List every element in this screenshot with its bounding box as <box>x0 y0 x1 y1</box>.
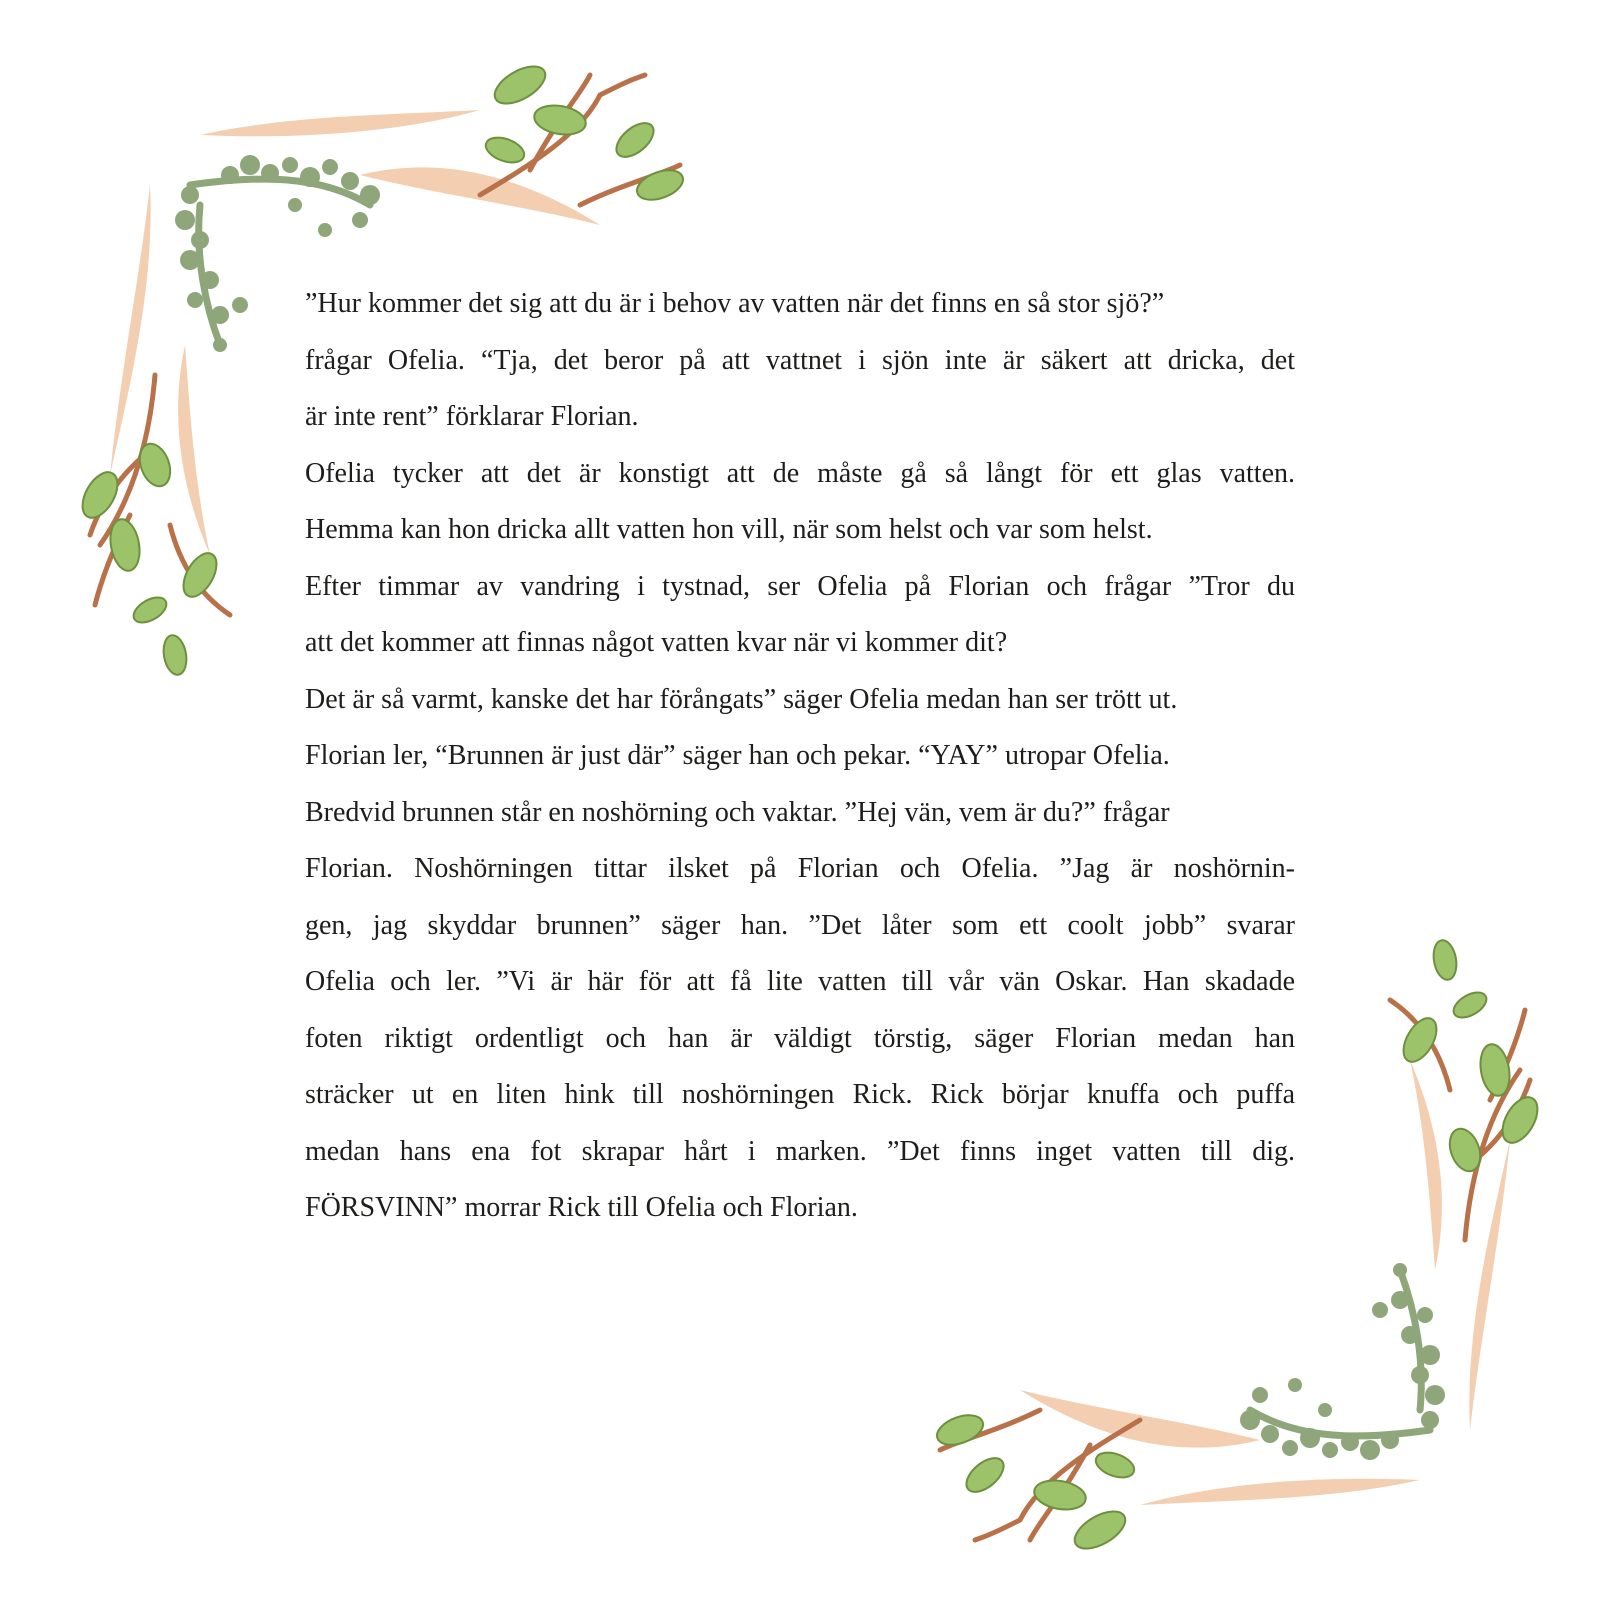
story-line: Hemma kan hon dricka allt vatten hon vill, när som helst och var som helst. <box>305 514 1153 545</box>
story-line: Bredvid brunnen står en noshörning och vaktar. ”Hej vän, vem är du?” frågar <box>305 796 1170 828</box>
story-line: Ofelia tycker att det är konstigt att de måste gå så långt för ett glas vatten. <box>305 457 1295 489</box>
story-line: Det är så varmt, kanske det har förångats” säger Ofelia medan han ser trött ut. <box>305 683 1178 715</box>
story-line: gen, jag skyddar brunnen” säger han. ”Det låter som ett coolt jobb” svarar <box>305 909 1295 941</box>
story-text <box>305 276 1295 1237</box>
story-line: sträcker ut en liten hink till noshörningen Rick. Rick börjar knuffa och puffa <box>305 1079 1295 1110</box>
story-line: är inte rent” förklarar Florian. <box>305 401 639 432</box>
story-line: Florian. Noshörningen tittar ilsket på Florian och Ofelia. ”Jag är noshörnin- <box>305 853 1295 884</box>
story-line: FÖRSVINN” morrar Rick till Ofelia och Florian. <box>305 1192 858 1223</box>
story-line: Efter timmar av vandring i tystnad, ser Ofelia på Florian och frågar ”Tror du <box>305 570 1295 602</box>
story-line: Florian ler, “Brunnen är just där” säger han och pekar. “YAY” utropar Ofelia. <box>305 740 1170 771</box>
story-line: foten riktigt ordentligt och han är väldigt törstig, säger Florian medan han <box>305 1022 1295 1054</box>
story-line: frågar Ofelia. “Tja, det beror på att vattnet i sjön inte är säkert att dricka, det <box>305 344 1295 376</box>
story-line: att det kommer att finnas något vatten kvar när vi kommer dit? <box>305 627 1008 658</box>
story-line: Ofelia och ler. ”Vi är här för att få lite vatten till vår vän Oskar. Han skadade <box>305 966 1295 997</box>
story-line: ”Hur kommer det sig att du är i behov av vatten när det finns en så stor sjö?” <box>305 288 1165 319</box>
story-line: medan hans ena fot skrapar hårt i marken. ”Det finns inget vatten till dig. <box>305 1135 1295 1167</box>
